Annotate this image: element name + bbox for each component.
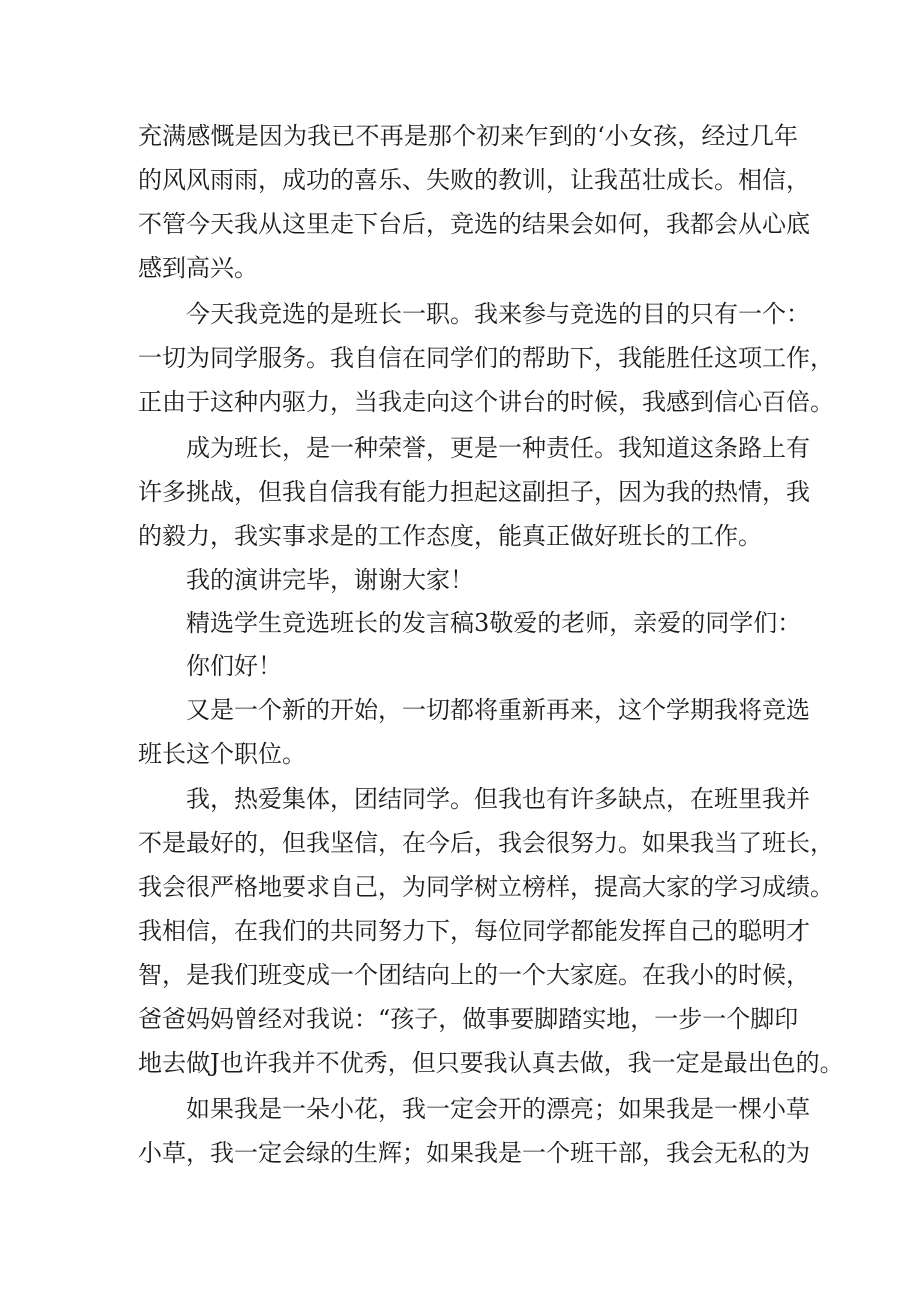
section-heading-line: 精选学生竞选班长的发言稿3敬爱的老师，亲爱的同学们：: [186, 609, 802, 637]
text-line: 我相信，在我们的共同努力下，每位同学都能发挥自己的聪明才: [138, 917, 810, 945]
text-line: 的风风雨雨，成功的喜乐、失败的教训，让我茁壮成长。相信，: [138, 166, 810, 194]
text-line: 不管今天我从这里走下台后，竞选的结果会如何，我都会从心底: [138, 210, 810, 238]
paragraph-first-line: 我的演讲完毕，谢谢大家！: [186, 566, 474, 594]
text-line: 正由于这种内驱力，当我走向这个讲台的时候，我感到信心百倍。: [138, 388, 834, 416]
paragraph-first-line: 如果我是一朵小花，我一定会开的漂亮；如果我是一棵小草: [186, 1095, 810, 1123]
text-line: 不是最好的，但我坚信，在今后，我会很努力。如果我当了班长，: [138, 829, 834, 857]
text-line: 我会很严格地要求自己，为同学树立榜样，提高大家的学习成绩。: [138, 873, 834, 901]
text-line: 班长这个职位。: [138, 740, 306, 768]
text-line: 爸爸妈妈曾经对我说：“孩子，做事要脚踏实地，一步一个脚印: [138, 1005, 799, 1033]
paragraph-first-line: 今天我竞选的是班长一职。我来参与竞选的目的只有一个：: [186, 300, 810, 328]
greeting-line: 你们好！: [186, 652, 282, 680]
paragraph-first-line: 成为班长，是一种荣誉，更是一种责任。我知道这条路上有: [186, 434, 810, 462]
text-line: 小草，我一定会绿的生辉；如果我是一个班干部，我会无私的为: [138, 1139, 810, 1167]
text-line: 充满感慨是因为我已不再是那个初来乍到的‘小女孩，经过几年: [138, 122, 798, 150]
paragraph-first-line: 又是一个新的开始，一切都将重新再来，这个学期我将竞选: [186, 696, 810, 724]
text-line: 许多挑战，但我自信我有能力担起这副担子，因为我的热情，我: [138, 478, 810, 506]
text-line: 感到高兴。: [138, 254, 258, 282]
text-line: 地去做J也许我并不优秀，但只要我认真去做，我一定是最出色的。: [138, 1049, 844, 1077]
text-line: 智，是我们班变成一个团结向上的一个大家庭。在我小的时候，: [138, 961, 810, 989]
text-line: 一切为同学服务。我自信在同学们的帮助下，我能胜任这项工作，: [138, 344, 834, 372]
text-line: 的毅力，我实事求是的工作态度，能真正做好班长的工作。: [138, 522, 762, 550]
paragraph-first-line: 我，热爱集体，团结同学。但我也有许多缺点，在班里我并: [186, 785, 810, 813]
